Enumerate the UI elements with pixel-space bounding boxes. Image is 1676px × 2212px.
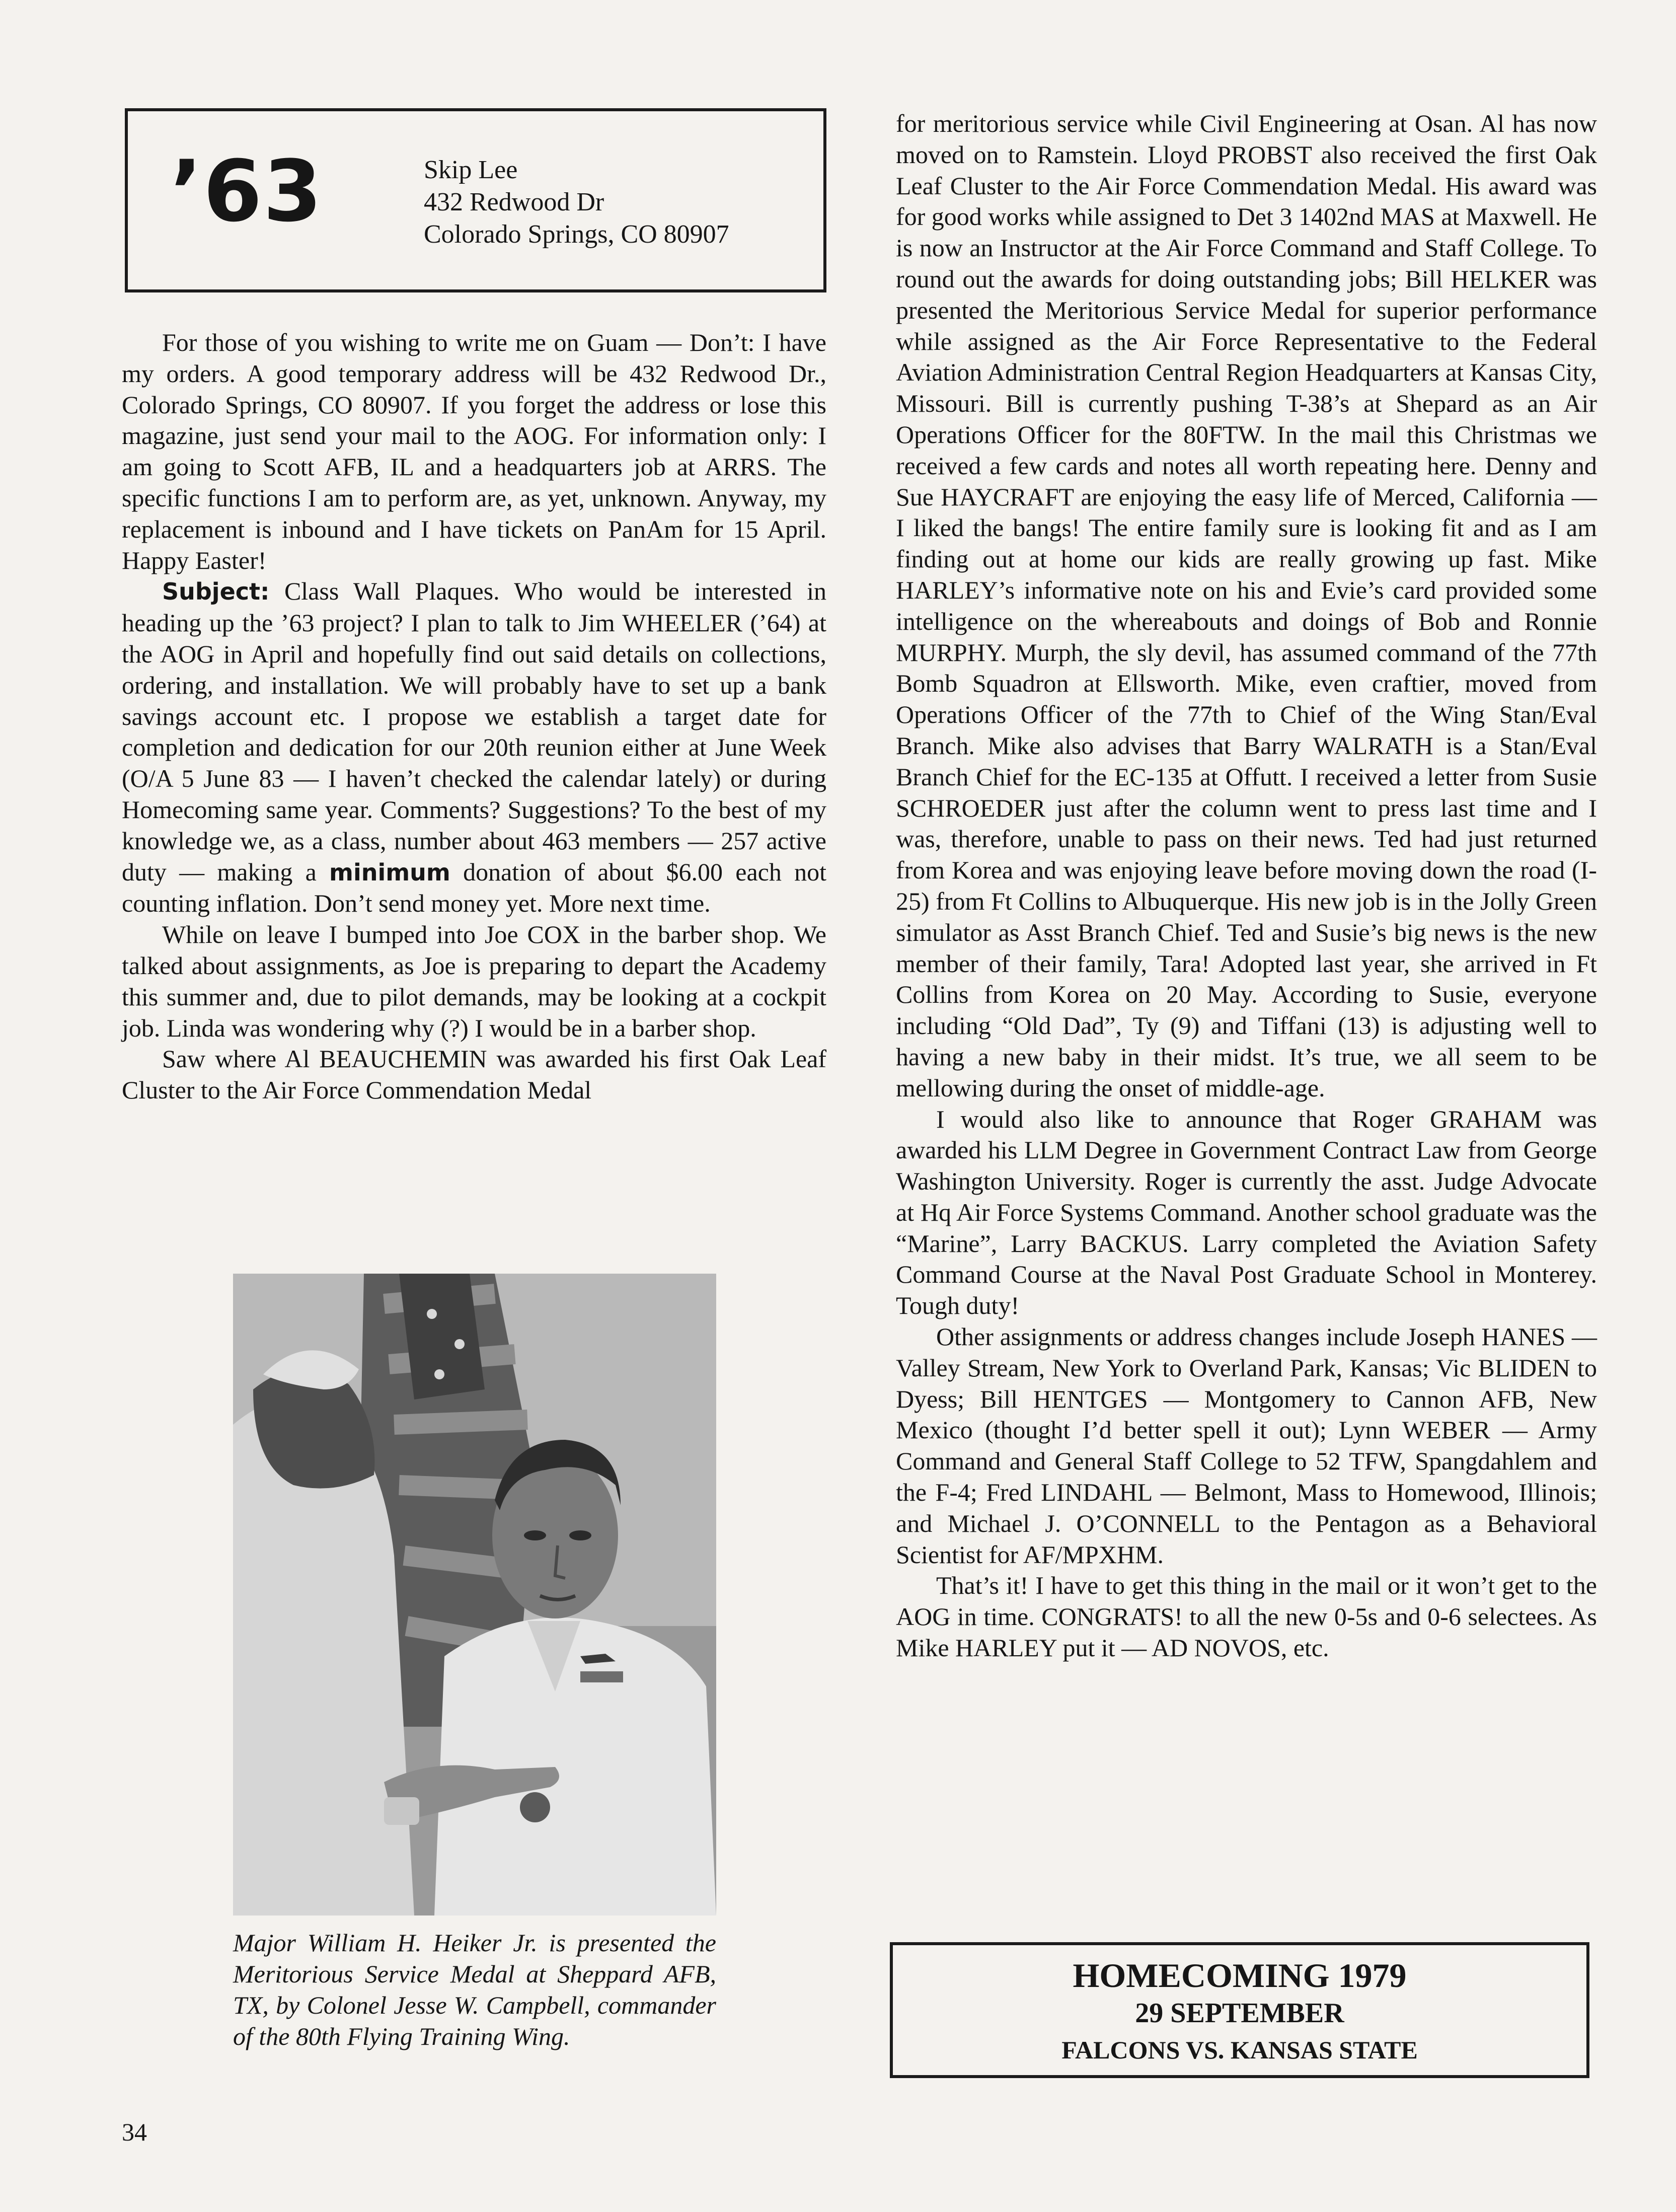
homecoming-title: HOMECOMING 1979 (1073, 1956, 1407, 1995)
homecoming-date: 29 SEPTEMBER (1135, 1998, 1344, 2029)
class-year: ’63 (170, 142, 323, 241)
bold-word: minimum (329, 858, 450, 886)
photo-caption: Major William H. Heiker Jr. is presented the Meritorious Service Medal at Sheppard AFB, TX, by Colonel Jesse W. Campbell, commander of the 80th Flying Training Wing. (233, 1929, 716, 2050)
homecoming-box (890, 1942, 1589, 2078)
homecoming-game: FALCONS VS. KANSAS STATE (1061, 2036, 1418, 2064)
text-span: donation of about $6.00 each not counting inflation. Don’t send money yet. More next time. (122, 857, 826, 918)
text-span: Class Wall Plaques. Who would be interested in heading up the ’63 project? I plan to talk to Jim WHEELER (’64) at the AOG in April and hopefully find out said details on collections, ordering, and installation. We will probably have to set up a bank savings account etc. I propose we establish a target date for completion and dedication for our 20th reunion either at June Week (O/A 5 June 83 — I haven’t checked the calendar lately) or during Homecoming same year. Comments? Suggestions? To the best of my knowledge we, as a class, number about 463 members — 257 active duty — making a (122, 577, 826, 886)
paragraph (122, 576, 826, 919)
paragraph: While on leave I bumped into Joe COX in the barber shop. We talked about assignments, as Joe is preparing to depart the Academy this summer and, due to pilot demands, may be looking at a cockpit job. Linda was wondering why (?) I would be in a barber shop. (122, 920, 826, 1042)
page-number: 34 (122, 2118, 147, 2146)
class-header-box (125, 108, 826, 292)
scribe-name: Skip Lee (424, 156, 518, 184)
scribe-street: 432 Redwood Dr (424, 188, 604, 216)
paragraph: I would also like to announce that Roger GRAHAM was awarded his LLM Degree in Government Contract Law from George Washington University. Roger is currently the asst. Judge Advocate at Hq Air Force Systems Command. Another school graduate was the “Marine”, Larry BACKUS. Larry completed the Aviation Safety Command Course at the Naval Post Graduate School in Monterey. Tough duty! (896, 1104, 1597, 1320)
paragraph: That’s it! I have to get this thing in the mail or it won’t get to the AOG in time. CONGRATS! to all the new 0-5s and 0-6 selectees. As Mike HARLEY put it — AD NOVOS, etc. (896, 1571, 1597, 1662)
left-column (122, 327, 826, 1106)
scribe-city: Colorado Springs, CO 80907 (424, 220, 729, 249)
paragraph: Other assignments or address changes include Joseph HANES — Valley Stream, New York to Overland Park, Kansas; Vic BLIDEN to Dyess; Bill HENTGES — Montgomery to Cannon AFB, New Mexico (thought I’d better spell it out); Lynn WEBER — Army Command and General Staff College to 52 TFW, Spangdahlem and the F-4; Fred LINDAHL — Belmont, Mass to Homewood, Illinois; and Michael J. O’CONNELL to the Pentagon as a Behavioral Scientist for AF/MPXHM. (896, 1322, 1597, 1569)
right-column (896, 108, 1597, 1664)
photo-illustration (233, 1274, 716, 1915)
subject-label: Subject: (162, 578, 270, 606)
award-photo (233, 1274, 716, 1915)
paragraph: for meritorious service while Civil Engineering at Osan. Al has now moved on to Ramstein. Lloyd PROBST also received the first Oak Leaf Cluster to the Air Force Commendation Medal. His award was for good works while assigned to Det 3 1402nd MAS at Maxwell. He is now an Instructor at the Air Force Command and Staff College. To round out the awards for doing outstanding jobs; Bill HELKER was presented the Meritorious Service Medal for superior performance while assigned as the Air Force Representative to the Federal Aviation Administration Central Region Headquarters at Kansas City, Missouri. Bill is currently pushing T-38’s at Shepard as an Air Operations Officer for the 80FTW. In the mail this Christmas we received a few cards and notes all worth repeating here. Denny and Sue HAYCRAFT are enjoying the easy life of Merced, California — I liked the bangs! The entire family sure is looking fit and as I am finding out at home our kids are really growing up fast. Mike HARLEY’s informative note on his and Evie’s card provided some intelligence on the whereabouts and doings of Bob and Ronnie MURPHY. Murph, the sly devil, has assumed command of the 77th Bomb Squadron at Ellsworth. Mike, even craftier, moved from Operations Officer of the 77th to Chief of the Wing Stan/Eval Branch. Mike also advises that Barry WALRATH is a Stan/Eval Branch Chief for the EC-135 at Offutt. I received a letter from Susie SCHROEDER just after the column went to press last time and I was, therefore, unable to pass on their news. Ted had just returned from Korea and was enjoying leave before moving down the road (I-25) from Ft Collins to Albuquerque. His new job is in the Jolly Green simulator as Asst Branch Chief. Ted and Susie’s big news is the new member of their family, Tara! Adopted last year, she arrived in Ft Collins from Korea on 20 May. According to Susie, everyone including “Old Dad”, Ty (9) and Tiffani (13) is adjusting well to having a new baby in their midst. It’s true, we all seem to be mellowing during the onset of middle-age. (896, 109, 1597, 1102)
paragraph: For those of you wishing to write me on Guam — Don’t: I have my orders. A good temporary address will be 432 Redwood Dr., Colorado Springs, CO 80907. If you forget the address or lose this magazine, just send your mail to the AOG. For information only: I am going to Scott AFB, IL and a headquarters job at ARRS. The specific functions I am to perform are, as yet, unknown. Anyway, my replacement is inbound and I have tickets on PanAm for 15 April. Happy Easter! (122, 328, 826, 574)
paragraph: Saw where Al BEAUCHEMIN was awarded his first Oak Leaf Cluster to the Air Force Commendation Medal (122, 1045, 826, 1104)
scribe-address (424, 154, 729, 251)
